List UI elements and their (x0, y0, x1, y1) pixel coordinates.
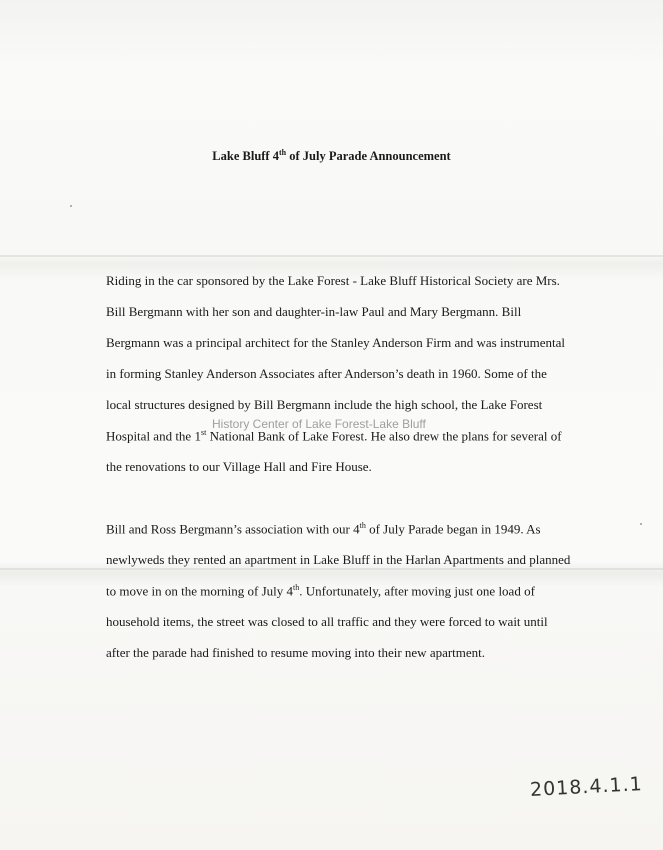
line-text: Bill and Ross Bergmann’s association with our 4 (106, 521, 360, 537)
paragraph-1-line: Bill Bergmann with her son and daughter-in-law Paul and Mary Bergmann. Bill (106, 304, 522, 319)
line-text: . Unfortunately, after moving just one load of (299, 583, 535, 599)
line-text: National Bank of Lake Forest. He also drew the plans for several of (206, 428, 562, 444)
paragraph-2-line: newlyweds they rented an apartment in Lake Bluff in the Harlan Apartments and planned (106, 552, 571, 567)
title-text: Lake Bluff 4 (212, 149, 279, 164)
ordinal-superscript: th (293, 583, 300, 592)
paragraph-2-line: household items, the street was closed to all traffic and they were forced to wait until (106, 614, 548, 629)
paragraph-1-line: in forming Stanley Anderson Associates after Anderson’s death in 1960. Some of the (106, 366, 547, 381)
paper-fold (0, 255, 663, 257)
line-text: of July Parade began in 1949. As (365, 521, 541, 537)
document-title (0, 148, 663, 164)
paragraph-1-line: local structures designed by Bill Bergmann include the high school, the Lake Forest (106, 397, 543, 412)
paper-fold (0, 568, 663, 570)
paper-speck (70, 205, 72, 207)
line-text: to move in on the morning of July 4 (106, 583, 294, 599)
paragraph-1-line: the renovations to our Village Hall and Fire House. (106, 459, 372, 474)
catalog-number: 2018.4.1.1 (529, 773, 644, 801)
watermark: History Center of Lake Forest-Lake Bluff (212, 417, 426, 431)
paragraph-1-line: Riding in the car sponsored by the Lake Forest - Lake Bluff Historical Society are Mrs. (106, 273, 560, 288)
title-superscript: th (278, 148, 287, 157)
paper-speck (640, 523, 642, 525)
ordinal-superscript: st (200, 428, 207, 437)
paragraph-2-line (106, 583, 535, 599)
ordinal-superscript: th (359, 521, 366, 530)
paragraph-2-line: after the parade had finished to resume moving into their new apartment. (106, 645, 486, 660)
title-text-end: of July Parade Announcement (286, 149, 451, 164)
line-text: Hospital and the 1 (106, 428, 201, 444)
paragraph-2-line (106, 521, 541, 537)
paragraph-1-line: Bergmann was a principal architect for the Stanley Anderson Firm and was instrumental (106, 335, 565, 350)
